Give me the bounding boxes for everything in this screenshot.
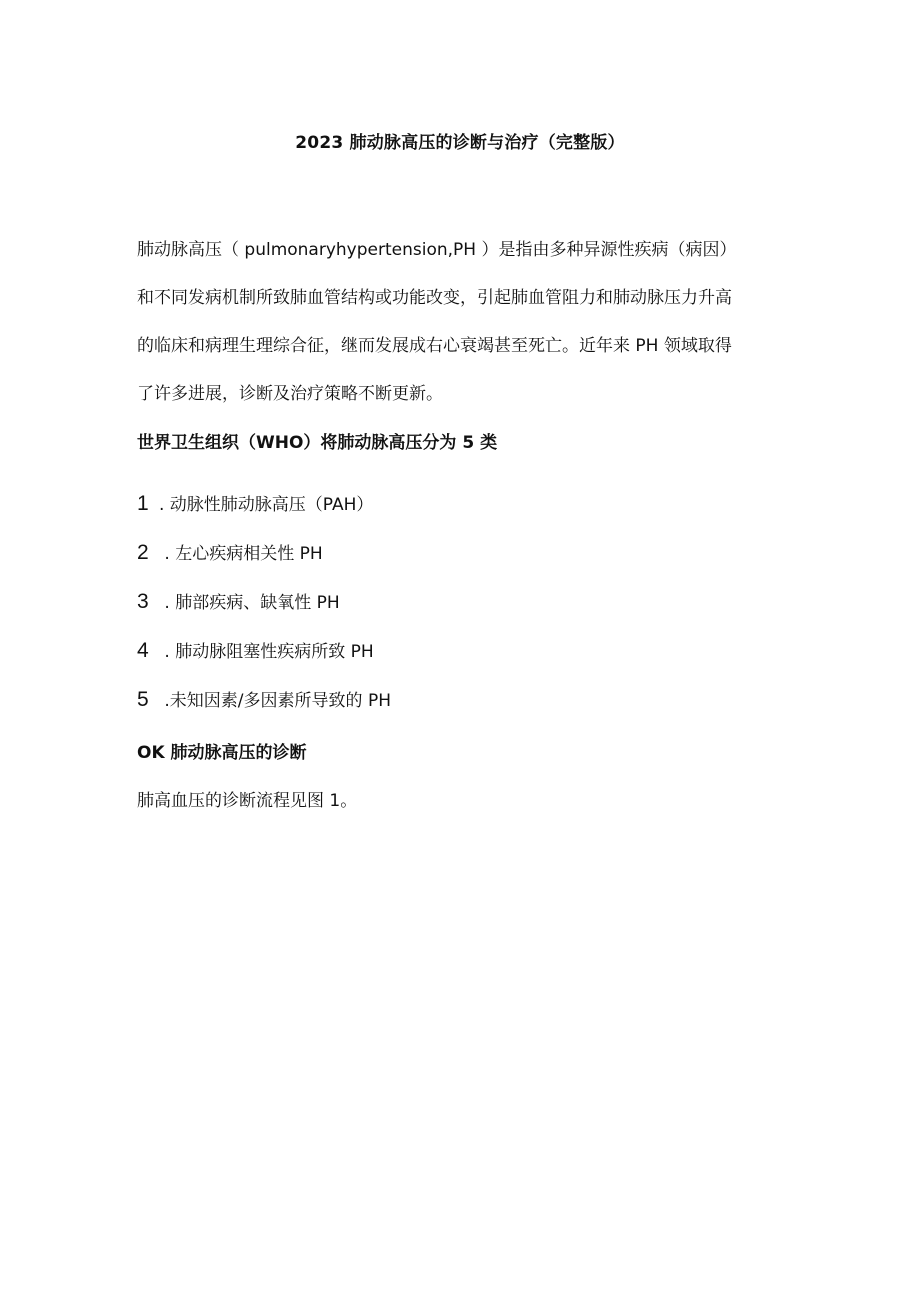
list-item-text: .未知因素/多因素所导致的 PH [159,691,391,711]
list-item [137,486,391,535]
list-item-number: 2 [137,541,149,564]
document-title: 2023 肺动脉高压的诊断与治疗（完整版） [295,133,625,153]
list-item-number: 1 [137,492,149,515]
who-classification-heading: 世界卫生组织（WHO）将肺动脉高压分为 5 类 [137,433,498,453]
list-item-text: . 肺动脉阻塞性疾病所致 PH [159,642,374,662]
list-item [137,682,391,731]
list-item [137,633,391,682]
intro-line: 了许多进展，诊断及治疗策略不断更新。 [137,384,443,404]
list-item [137,535,391,584]
intro-line: 肺动脉高压（ pulmonaryhypertension,PH ）是指由多种异源性疾病（病因） [137,240,737,260]
classification-list [137,486,391,731]
list-item-text: . 动脉性肺动脉高压（PAH） [159,495,374,515]
intro-line: 和不同发病机制所致肺血管结构或功能改变，引起肺血管阻力和肺动脉压力升高 [137,288,732,308]
diagnosis-heading: OK 肺动脉高压的诊断 [137,743,307,763]
intro-line: 的临床和病理生理综合征，继而发展成右心衰竭甚至死亡。近年来 PH 领域取得 [137,336,732,356]
list-item-text: . 肺部疾病、缺氧性 PH [159,593,340,613]
list-item-number: 3 [137,590,149,613]
list-item-text: . 左心疾病相关性 PH [159,544,323,564]
diagnosis-text: 肺高血压的诊断流程见图 1。 [137,791,358,811]
list-item-number: 4 [137,639,149,662]
list-item [137,584,391,633]
list-item-number: 5 [137,688,149,711]
intro-paragraph [137,226,797,418]
